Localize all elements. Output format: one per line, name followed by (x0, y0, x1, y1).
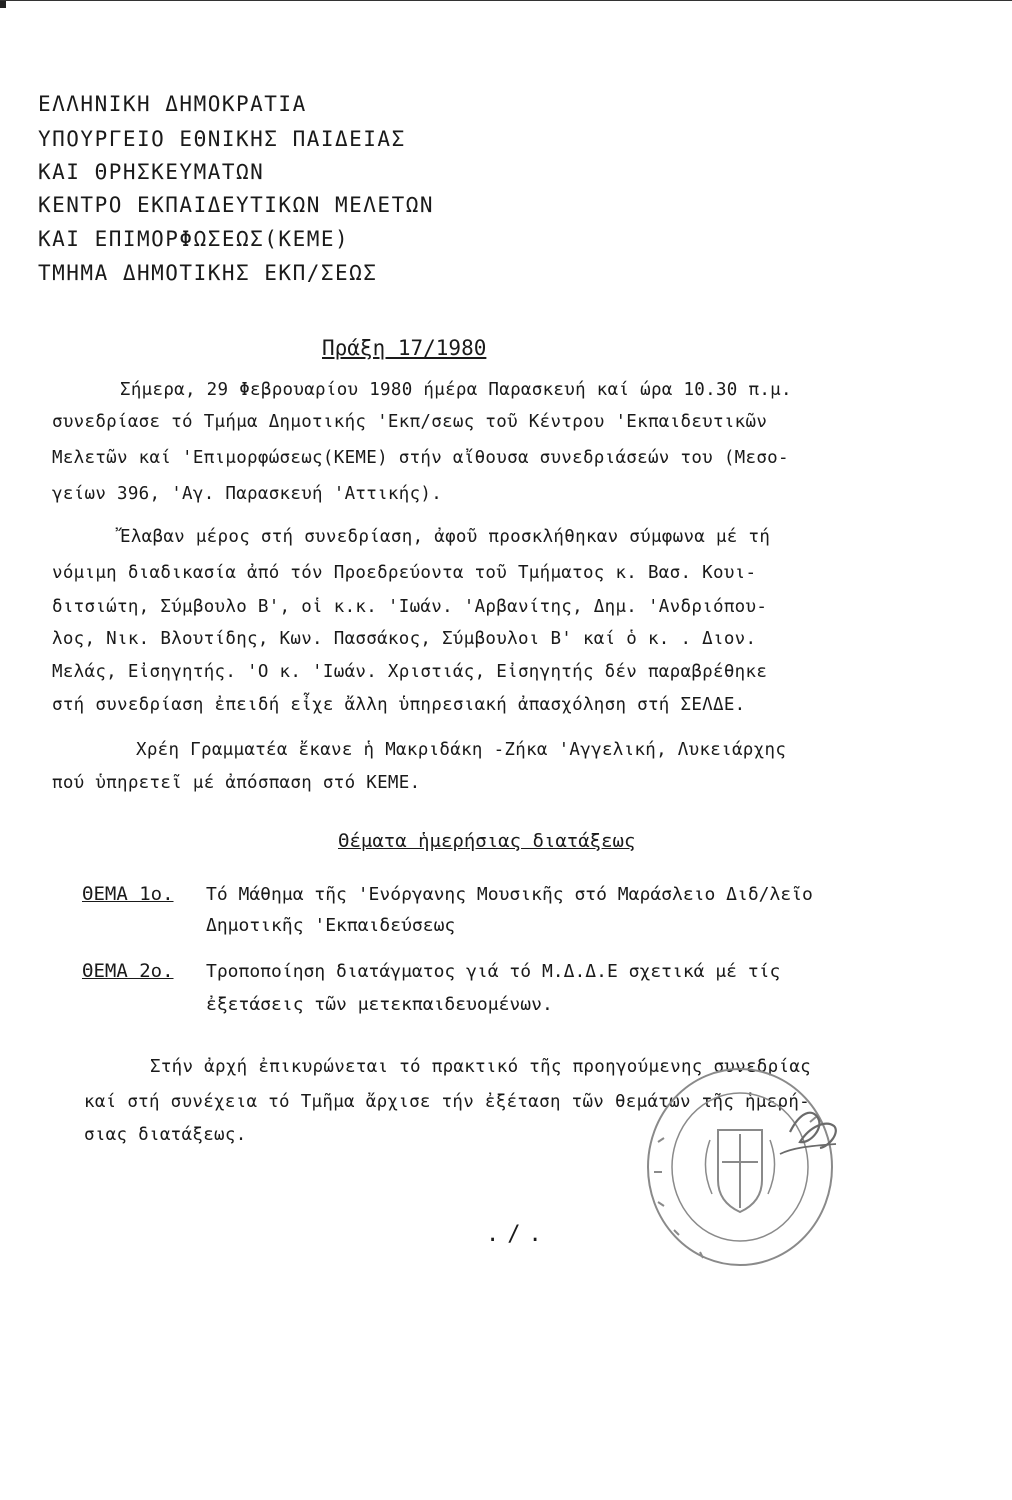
letterhead-line-5: ΚΑΙ ΕΠΙΜΟΡΦΩΣΕΩΣ(ΚΕΜΕ) (38, 227, 350, 251)
official-stamp-seal (640, 1062, 840, 1272)
letterhead-line-1: ΕΛΛΗΝΙΚΗ ΔΗΜΟΚΡΑΤΙΑ (38, 92, 307, 116)
continuation-mark: ./. (486, 1222, 550, 1247)
paragraph-line: Χρέη Γραμματέα ἔκανε ἡ Μακριδάκη -Ζήκα 'Αγγελική, Λυκειάρχης (136, 740, 787, 760)
letterhead-line-4: ΚΕΝΤΡΟ ΕΚΠΑΙΔΕΥΤΙΚΩΝ ΜΕΛΕΤΩΝ (38, 193, 435, 217)
paragraph-line: Σήμερα, 29 Φεβρουαρίου 1980 ήμέρα Παρασκευή καί ώρα 10.30 π.μ. (120, 380, 792, 400)
agenda-heading: Θέματα ἡμερήσιας διατάξεως (338, 830, 636, 852)
agenda-item-label: ΘΕΜΑ 1ο. (82, 883, 174, 905)
paragraph-line: Ἔλαβαν μέρος στή συνεδρίαση, ἀφοῦ προσκλήθηκαν σύμφωνα μέ τή (120, 527, 771, 547)
agenda-item-line: Τό Μάθημα τῆς 'Ενόργανης Μουσικῆς στό Μαράσλειο Διδ/λεῖο (206, 884, 813, 905)
scan-edge-mark (0, 0, 1012, 10)
paragraph-line: καί στή συνέχεια τό Τμῆμα ἄρχισε τήν ἐξέταση τῶν θεμάτων τῆς ἡμερή- (84, 1092, 811, 1112)
agenda-item-line: ἐξετάσεις τῶν μετεκπαιδευομένων. (206, 994, 553, 1015)
paragraph-line: στή συνεδρίαση ἐπειδή εἶχε ἄλλη ὑπηρεσιακή ἀπασχόληση στή ΣΕΛΔΕ. (52, 695, 746, 715)
paragraph-line: Μελετῶν καί 'Επιμορφώσεως(ΚΕΜΕ) στήν αἴθουσα συνεδριάσεών του (Μεσο- (52, 448, 789, 468)
paragraph-line: συνεδρίασε τό Τμήμα Δημοτικής 'Εκπ/σεως τοῦ Κέντρου 'Εκπαιδευτικῶν (52, 412, 768, 432)
paragraph-line: πού ὑπηρετεῖ μέ ἀπόσπαση στό ΚΕΜΕ. (52, 773, 421, 793)
paragraph-line: Στήν ἀρχή ἐπικυρώνεται τό πρακτικό τῆς προηγούμενης συνεδρίας (150, 1057, 811, 1077)
paragraph-line: Μελάς, Εἰσηγητής. 'Ο κ. 'Ιωάν. Χριστιάς, Εἰσηγητής δέν παραβρέθηκε (52, 662, 768, 682)
letterhead-line-2: ΥΠΟΥΡΓΕΙΟ ΕΘΝΙΚΗΣ ΠΑΙΔΕΙΑΣ (38, 127, 406, 151)
paragraph-line: διτσιώτη, Σύμβουλο Β', οἱ κ.κ. 'Ιωάν. 'Αρβανίτης, Δημ. 'Ανδριόπου- (52, 597, 768, 617)
letterhead-line-6: ΤΜΗΜΑ ΔΗΜΟΤΙΚΗΣ ΕΚΠ/ΣΕΩΣ (38, 261, 378, 285)
document-title: Πράξη 17/1980 (322, 336, 487, 360)
paragraph-line: νόμιμη διαδικασία ἀπό τόν Προεδρεύοντα τοῦ Τμήματος κ. Βασ. Κουι- (52, 563, 757, 583)
agenda-item-line: Τροποποίηση διατάγματος γιά τό Μ.Δ.Δ.Ε σχετικά μέ τίς (206, 961, 781, 982)
agenda-item-line: Δημοτικῆς 'Εκπαιδεύσεως (206, 915, 456, 936)
paragraph-line: σιας διατάξεως. (84, 1125, 247, 1145)
letterhead-line-3: ΚΑΙ ΘΡΗΣΚΕΥΜΑΤΩΝ (38, 160, 265, 184)
paragraph-line: γείων 396, 'Αγ. Παρασκευή 'Αττικής). (52, 484, 443, 504)
agenda-item-label: ΘΕΜΑ 2ο. (82, 960, 174, 982)
paragraph-line: λος, Νικ. Βλουτίδης, Κων. Πασσάκος, Σύμβουλοι Β' καί ὁ κ. . Διον. (52, 629, 757, 649)
